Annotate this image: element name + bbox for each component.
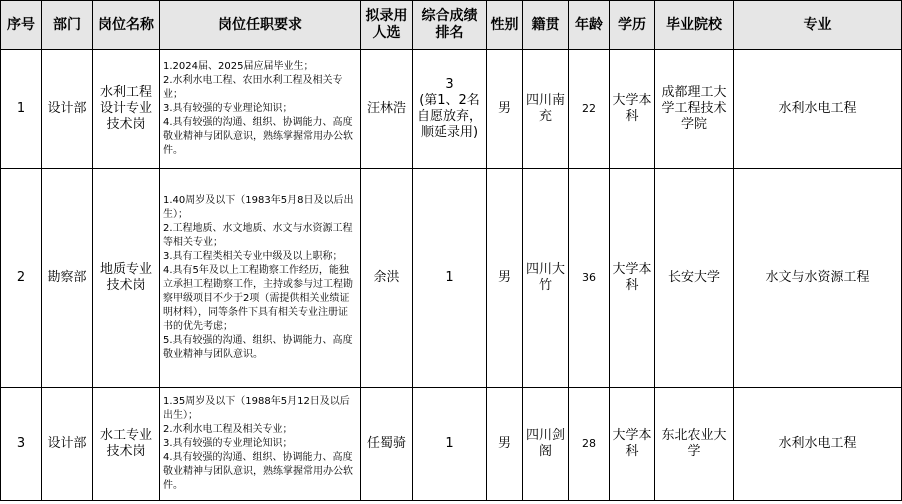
cell-requirements: 1.2024届、2025届应届毕业生； 2.水利水电工程、农田水利工程及相关专业； 3.具有较强的专业理论知识； 4.具有较强的沟通、组织、协调能力、高度敬业精神与团队意识，熟练掌握常用办公软件。 [160, 50, 361, 169]
header-major: 专业 [734, 1, 902, 50]
table-row [1, 169, 902, 388]
header-school: 毕业院校 [655, 1, 734, 50]
cell-education: 大学本科 [610, 50, 655, 169]
header-no: 序号 [1, 1, 42, 50]
cell-no: 2 [1, 169, 42, 388]
cell-origin: 四川剑阁 [523, 388, 569, 501]
cell-gender: 男 [487, 50, 523, 169]
header-education: 学历 [610, 1, 655, 50]
header-candidate: 拟录用人选 [361, 1, 413, 50]
cell-age: 22 [569, 50, 610, 169]
cell-position: 地质专业技术岗 [93, 169, 160, 388]
cell-major: 水利水电工程 [734, 50, 902, 169]
cell-candidate: 余洪 [361, 169, 413, 388]
cell-position: 水利工程设计专业技术岗 [93, 50, 160, 169]
header-age: 年龄 [569, 1, 610, 50]
cell-origin: 四川南充 [523, 50, 569, 169]
cell-requirements: 1.40周岁及以下（1983年5月8日及以后出生）； 2.工程地质、水文地质、水文与水资源工程等相关专业； 3.具有工程类相关专业中级及以上职称； 4.具有5年及以上工程勘察工作经历，能独立承担工程勘察工作，主持或参与过工程勘察甲级项目不少于2项（需提供相关业绩证明材料），同等条件下具有相关专业注册证书的优先考虑； 5.具有较强的沟通、组织、协调能力、高度敬业精神与团队意识。 [160, 169, 361, 388]
header-dept: 部门 [42, 1, 93, 50]
cell-school: 成都理工大学工程技术学院 [655, 50, 734, 169]
header-origin: 籍贯 [523, 1, 569, 50]
cell-gender: 男 [487, 388, 523, 501]
cell-major: 水文与水资源工程 [734, 169, 902, 388]
cell-no: 1 [1, 50, 42, 169]
cell-education: 大学本科 [610, 388, 655, 501]
header-rank: 综合成绩排名 [413, 1, 487, 50]
cell-dept: 勘察部 [42, 169, 93, 388]
cell-dept: 设计部 [42, 388, 93, 501]
cell-dept: 设计部 [42, 50, 93, 169]
cell-requirements: 1.35周岁及以下（1988年5月12日及以后出生）； 2.水利水电工程及相关专业； 3.具有较强的专业理论知识； 4.具有较强的沟通、组织、协调能力、高度敬业精神与团队意识，熟练掌握常用办公软件。 [160, 388, 361, 501]
cell-school: 东北农业大学 [655, 388, 734, 501]
header-row [1, 1, 902, 50]
table-row [1, 50, 902, 169]
cell-rank: 1 [413, 388, 487, 501]
cell-rank: 1 [413, 169, 487, 388]
cell-no: 3 [1, 388, 42, 501]
cell-education: 大学本科 [610, 169, 655, 388]
cell-school: 长安大学 [655, 169, 734, 388]
cell-candidate: 任蜀骑 [361, 388, 413, 501]
cell-origin: 四川大竹 [523, 169, 569, 388]
table-row [1, 388, 902, 501]
cell-major: 水利水电工程 [734, 388, 902, 501]
cell-rank: 3 (第1、2名自愿放弃，顺延录用) [413, 50, 487, 169]
cell-candidate: 汪林浩 [361, 50, 413, 169]
header-position: 岗位名称 [93, 1, 160, 50]
cell-age: 36 [569, 169, 610, 388]
header-gender: 性别 [487, 1, 523, 50]
cell-age: 28 [569, 388, 610, 501]
cell-position: 水工专业技术岗 [93, 388, 160, 501]
cell-gender: 男 [487, 169, 523, 388]
header-requirements: 岗位任职要求 [160, 1, 361, 50]
